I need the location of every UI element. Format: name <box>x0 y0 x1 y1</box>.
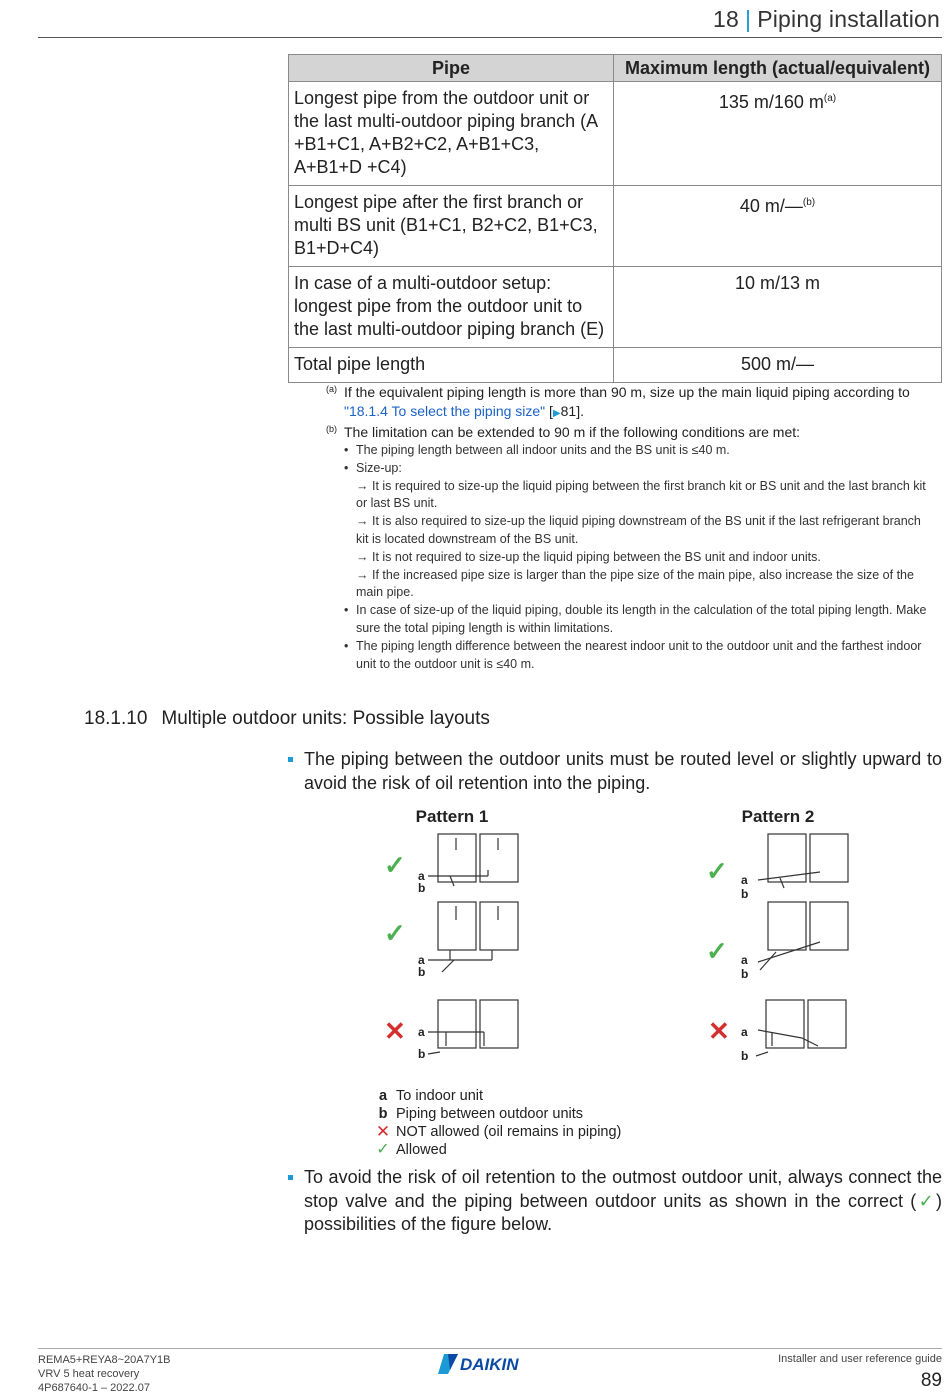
footnote-a <box>322 383 928 423</box>
label-b: b <box>418 1047 426 1061</box>
header-separator: | <box>745 6 752 32</box>
footer-model: REMA5+REYA8~20A7Y1B <box>38 1354 171 1366</box>
pipe-length-table <box>288 54 942 383</box>
brand-name: DAIKIN <box>460 1355 519 1374</box>
check-icon: ✓ <box>376 1141 390 1158</box>
label-a: a <box>418 869 425 883</box>
footnote-ref: (a) <box>823 93 837 104</box>
cross-icon: ✕ <box>375 1122 391 1141</box>
label-b: b <box>741 967 749 981</box>
footnote-ref: (b) <box>802 197 816 208</box>
allowed-check-icon: ✓ <box>706 936 728 966</box>
table-header-max-length: Maximum length (actual/equivalent) <box>614 55 942 82</box>
legend-item <box>370 1087 621 1105</box>
footer-doc-info <box>38 1353 170 1395</box>
figure-legend <box>370 1087 621 1159</box>
not-allowed-cross-icon: ✕ <box>708 1016 730 1046</box>
page-number: 89 <box>920 1370 942 1391</box>
label-a: a <box>418 953 425 967</box>
table-header-row <box>289 55 942 82</box>
footnote-b-mark: (b) <box>326 424 337 434</box>
daikin-logo <box>438 1352 542 1381</box>
bullet-square-icon <box>288 757 293 762</box>
sub-item: → It is required to size-up the liquid piping between the first branch kit or BS unit and the last branch kit or last BS unit. <box>356 478 926 511</box>
footnote-b-conditions <box>322 442 928 673</box>
sub-item: → It is also required to size-up the liquid piping downstream of the BS unit if the last refrigerant branch kit is located downstream of the BS unit. <box>356 514 921 546</box>
footnote-a-period: . <box>580 403 584 419</box>
not-allowed-cross-icon: ✕ <box>384 1016 406 1046</box>
legend-text: To indoor unit <box>396 1088 484 1104</box>
patterns-diagram <box>380 800 860 1080</box>
table-row <box>289 267 942 348</box>
legend-item <box>370 1123 621 1141</box>
pattern-2-title: Pattern 2 <box>741 807 815 826</box>
paragraph-routing <box>288 748 942 795</box>
pattern-2-row-2 <box>758 902 848 970</box>
table-cell-pipe: Longest pipe after the first branch or multi BS unit (B1+C1, B2+C2, B1+C3, B1+D+C4) <box>289 186 614 267</box>
header-divider <box>38 37 942 38</box>
chapter-title: Piping installation <box>757 6 940 32</box>
legend-item <box>370 1141 621 1159</box>
label-b: b <box>741 887 749 901</box>
label-b: b <box>741 1049 749 1063</box>
footer-divider <box>38 1348 942 1349</box>
legend-key: a <box>378 1088 388 1104</box>
paragraph-text-end: ) possibilities of the figure below. <box>304 1190 942 1234</box>
table-row <box>289 348 942 383</box>
bullet-square-icon <box>288 1175 293 1180</box>
paragraph-stop-valve <box>288 1166 942 1237</box>
daikin-logo-icon <box>438 1352 542 1376</box>
allowed-check-icon: ✓ <box>384 918 406 948</box>
check-icon: ✓ <box>916 1190 936 1211</box>
label-a: a <box>741 1025 748 1039</box>
list-item: • The piping length between all indoor units and the BS unit is ≤40 m. <box>356 442 928 460</box>
table-row <box>289 186 942 267</box>
footnote-b <box>322 423 928 442</box>
value-text: 40 m/— <box>739 196 803 216</box>
label-a: a <box>741 873 748 887</box>
allowed-check-icon: ✓ <box>706 856 728 886</box>
page-ref[interactable]: 81] <box>560 403 581 419</box>
pattern-2-row-3 <box>756 1000 846 1056</box>
sub-item: → It is not required to size-up the liquid piping between the BS unit and indoor units. <box>356 549 821 564</box>
section-heading <box>84 708 490 730</box>
footnote-a-bracket: [ <box>545 403 553 419</box>
legend-text: Piping between outdoor units <box>396 1106 584 1122</box>
section-number: 18.1.10 <box>84 708 148 729</box>
table-cell-pipe: In case of a multi-outdoor setup: longest pipe from the outdoor unit to the last multi-outdoor piping branch (E) <box>289 267 614 348</box>
footnote-b-text: The limitation can be extended to 90 m if the following conditions are met: <box>344 424 801 440</box>
legend-key: b <box>378 1106 388 1122</box>
label-b: b <box>418 965 426 979</box>
list-item: • The piping length difference between the nearest indoor unit to the outdoor unit and the farthest indoor unit to the outdoor unit is ≤40 m. <box>356 638 928 674</box>
table-row <box>289 82 942 186</box>
footer-product: VRV 5 heat recovery <box>38 1368 140 1380</box>
paragraph-text: The piping between the outdoor units must be routed level or slightly upward to avoid the risk of oil retention into the piping. <box>304 749 942 793</box>
value-text: 10 m/13 m <box>734 273 821 293</box>
layout-patterns-figure <box>380 800 860 1080</box>
pattern-2-row-1 <box>758 834 848 888</box>
label-a: a <box>418 1025 425 1039</box>
list-item <box>356 460 928 602</box>
label-b: b <box>418 881 426 895</box>
size-up-label: Size-up: <box>356 460 402 475</box>
footer-guide-title: Installer and user reference guide <box>778 1353 942 1365</box>
chapter-number: 18 <box>713 6 739 32</box>
page-ref-icon: ▶ <box>552 408 561 419</box>
sub-item: → If the increased pipe size is larger than the pipe size of the main pipe, also increase the size of the main pipe. <box>356 567 914 600</box>
pattern-1-title: Pattern 1 <box>415 807 489 826</box>
table-cell-value <box>614 186 942 267</box>
footnote-a-mark: (a) <box>326 384 337 394</box>
page-header <box>713 6 940 33</box>
section-link[interactable]: "18.1.4 To select the piping size" <box>344 403 546 419</box>
table-cell-value <box>614 82 942 186</box>
section-title: Multiple outdoor units: Possible layouts <box>161 708 490 729</box>
table-cell-value <box>614 348 942 383</box>
table-cell-value <box>614 267 942 348</box>
value-text: 135 m/160 m <box>718 92 824 112</box>
legend-item <box>370 1105 621 1123</box>
table-footnotes <box>322 383 928 673</box>
table-cell-pipe: Total pipe length <box>289 348 614 383</box>
paragraph-text <box>288 1166 942 1237</box>
table-cell-pipe: Longest pipe from the outdoor unit or the last multi-outdoor piping branch (A +B1+C1, A+B2+C2, A+B1+C3, A+B1+D +C4) <box>289 82 614 186</box>
table-header-pipe: Pipe <box>289 55 614 82</box>
pattern-1-row-1 <box>428 834 518 886</box>
legend-text: NOT allowed (oil remains in piping) <box>396 1124 622 1140</box>
footnote-a-text: If the equivalent piping length is more than 90 m, size up the main liquid piping according to <box>344 384 910 400</box>
allowed-check-icon: ✓ <box>384 850 406 880</box>
legend-text: Allowed <box>396 1142 447 1158</box>
label-a: a <box>741 953 748 967</box>
paragraph-text-start: To avoid the risk of oil retention to the outmost outdoor unit, always connect the stop valve and the piping between outdoor units as shown in the correct ( <box>304 1167 942 1211</box>
pattern-1-row-2 <box>428 902 518 972</box>
list-item: • In case of size-up of the liquid piping, double its length in the calculation of the total piping length. Make sure the total piping length is within limitations. <box>356 602 928 638</box>
footer-doc-code: 4P687640-1 – 2022.07 <box>38 1382 150 1394</box>
pattern-1-row-3 <box>428 1000 518 1054</box>
value-text: 500 m/— <box>740 354 815 374</box>
